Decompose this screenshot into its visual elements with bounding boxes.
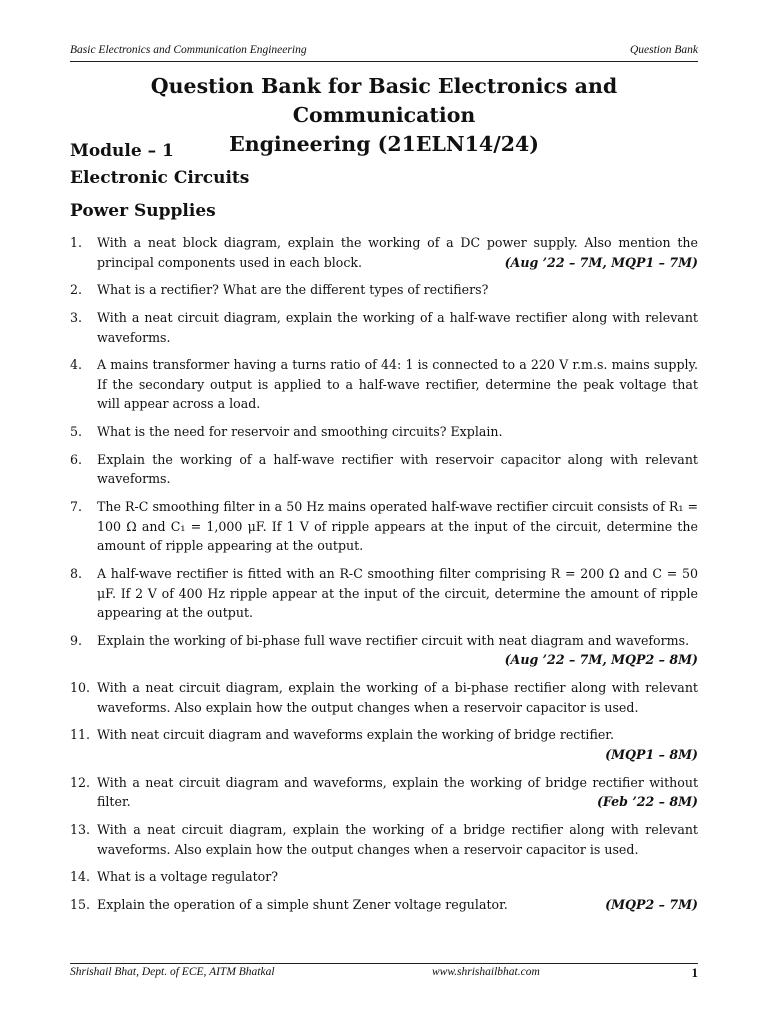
- question-item: [70, 820, 698, 859]
- question-number: 10.: [70, 680, 91, 696]
- question-text: With a neat block diagram, explain the working of a DC power supply. Also mention the principal components used in each block.: [97, 235, 698, 270]
- question-number: 4.: [70, 357, 83, 373]
- question-number: 15.: [70, 896, 91, 912]
- question-text: What is a rectifier? What are the different types of rectifiers?: [97, 282, 489, 298]
- question-number: 3.: [70, 309, 83, 325]
- question-number: 14.: [70, 869, 91, 885]
- running-footer: [70, 966, 698, 982]
- question-number: 13.: [70, 821, 91, 837]
- exam-reference: (Aug ’22 – 7M, MQP2 – 8M): [504, 652, 698, 668]
- question-body: [97, 355, 698, 414]
- question-text: The R-C smoothing filter in a 50 Hz mains operated half-wave rectifier circuit consists of R₁ = 100 Ω and C₁ = 1,000 μF. If 1 V of ripple appears at the input of the circuit, determine the amount of ripple appearing at the output.: [97, 499, 698, 554]
- header-doc-type: Question Bank: [629, 44, 698, 56]
- question-item: [70, 725, 698, 764]
- question-number: 1.: [70, 235, 83, 250]
- question-item: [70, 631, 698, 670]
- question-text: With a neat circuit diagram, explain the working of a bridge rectifier along with relevant waveforms. Also explain how the output changes when a reservoir capacitor is used.: [97, 821, 698, 857]
- header-divider: [70, 61, 698, 62]
- question-body: [97, 895, 698, 915]
- question-number: 11.: [70, 727, 91, 743]
- question-body: [97, 820, 698, 859]
- question-text: A half-wave rectifier is fitted with an R-C smoothing filter comprising R = 200 Ω and C = 50 μF. If 2 V of 400 Hz ripple appear at the input of the circuit, determine the amount of ripple appearing at the output.: [97, 565, 698, 621]
- module-heading: Module – 1: [70, 141, 174, 161]
- title-line-2: Engineering (21ELN14/24): [229, 132, 539, 156]
- question-item: [70, 867, 698, 887]
- question-item: [70, 450, 698, 489]
- question-item: [70, 308, 698, 347]
- exam-reference: (Aug ’22 – 7M, MQP1 – 7M): [504, 254, 698, 270]
- question-item: [70, 233, 698, 272]
- question-body: [97, 725, 698, 764]
- question-list: [70, 233, 698, 923]
- page-number: 1: [691, 965, 698, 980]
- module-subtitle: Electronic Circuits: [70, 168, 250, 188]
- question-text: With a neat circuit diagram and waveforms, explain the working of bridge rectifier without filter.: [97, 774, 698, 810]
- exam-reference: (MQP1 – 8M): [605, 747, 698, 762]
- question-text: With neat circuit diagram and waveforms explain the working of bridge rectifier.: [97, 727, 614, 743]
- question-body: [97, 867, 698, 887]
- question-item: [70, 422, 698, 442]
- question-item: [70, 564, 698, 623]
- question-text: What is the need for reservoir and smoothing circuits? Explain.: [97, 424, 503, 440]
- question-number: 8.: [70, 565, 83, 581]
- question-body: [97, 233, 698, 272]
- running-header: [70, 44, 698, 60]
- exam-reference: (Feb ’22 – 8M): [596, 794, 698, 810]
- question-body: [97, 773, 698, 812]
- question-text: Explain the operation of a simple shunt Zener voltage regulator.: [97, 896, 508, 912]
- question-number: 7.: [70, 499, 83, 515]
- question-number: 5.: [70, 424, 83, 440]
- question-body: [97, 497, 698, 556]
- question-number: 2.: [70, 282, 83, 298]
- question-body: [97, 308, 698, 347]
- question-text: Explain the working of bi-phase full wave rectifier circuit with neat diagram and waveforms.: [97, 632, 690, 648]
- footer-author: Shrishail Bhat, Dept. of ECE, AITM Bhatkal: [70, 966, 275, 978]
- exam-reference: (MQP2 – 7M): [605, 896, 698, 912]
- question-body: [97, 422, 698, 442]
- question-text: Explain the working of a half-wave rectifier with reservoir capacitor along with relevant waveforms.: [97, 451, 698, 487]
- question-item: [70, 773, 698, 812]
- question-text: A mains transformer having a turns ratio of 44: 1 is connected to a 220 V r.m.s. mains supply. If the secondary output is applied to a half-wave rectifier, determine the peak voltage that will appear across a load.: [97, 357, 698, 412]
- question-number: 12.: [70, 774, 91, 790]
- question-body: [97, 631, 698, 670]
- question-body: [97, 564, 698, 623]
- question-item: [70, 678, 698, 717]
- question-item: [70, 280, 698, 300]
- question-text: With a neat circuit diagram, explain the working of a half-wave rectifier along with relevant waveforms.: [97, 309, 698, 345]
- question-body: [97, 280, 698, 300]
- question-text: What is a voltage regulator?: [97, 869, 279, 885]
- section-heading: Power Supplies: [70, 201, 216, 221]
- question-item: [70, 355, 698, 414]
- question-item: [70, 895, 698, 915]
- question-number: 6.: [70, 451, 83, 467]
- question-number: 9.: [70, 632, 83, 648]
- footer-divider: [70, 963, 698, 964]
- question-text: With a neat circuit diagram, explain the working of a bi-phase rectifier along with relevant waveforms. Also explain how the output changes when a reservoir capacitor is used.: [97, 680, 698, 715]
- header-course-name: Basic Electronics and Communication Engineering: [70, 44, 307, 56]
- footer-website: www.shrishailbhat.com: [432, 966, 540, 978]
- question-item: [70, 497, 698, 556]
- question-body: [97, 678, 698, 717]
- question-body: [97, 450, 698, 489]
- title-line-1: Question Bank for Basic Electronics and Communication: [150, 74, 618, 127]
